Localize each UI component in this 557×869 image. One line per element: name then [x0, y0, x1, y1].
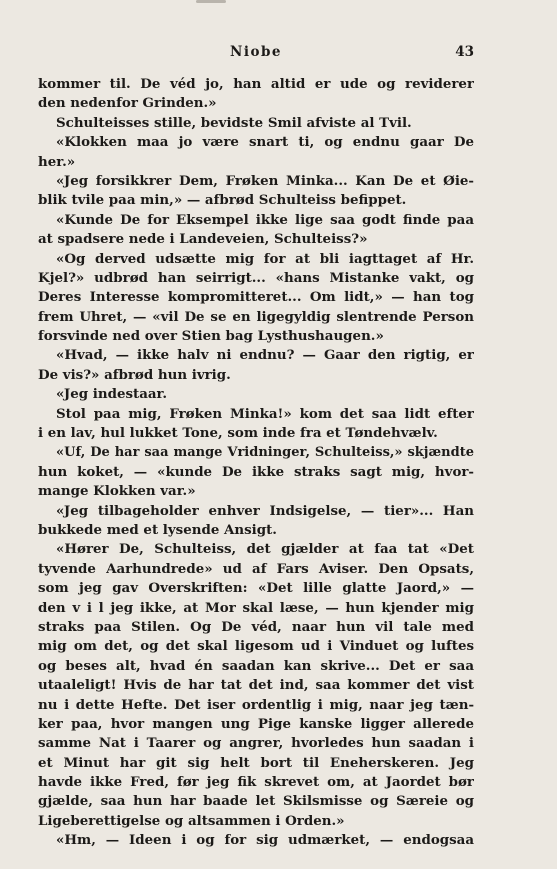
- text-line: gjælde, saa hun har baade let Skilsmisse og Særeie og: [38, 793, 474, 810]
- page-header: [38, 44, 474, 64]
- text-line: samme Nat i Taarer og angrer, hvorledes hun saadan i: [38, 735, 474, 752]
- text-line: Deres Interesse kompromitteret... Om lidt,» — han tog: [38, 289, 474, 306]
- text-line: havde ikke Fred, før jeg fik skrevet om, at Jaordet bør: [38, 774, 474, 791]
- text-line: Kjel?» udbrød han seirrigt... «hans Mistanke vakt, og: [38, 269, 474, 286]
- text-line: «Jeg indestaar.: [56, 386, 168, 403]
- text-line: frem Uhret, — «vil De se en ligegyldig slentrende Person: [38, 308, 474, 325]
- text-line: den v i l jeg ikke, at Mor skal læse, — hun kjender mig: [38, 599, 474, 616]
- text-line: som jeg gav Overskriften: «Det lille glatte Jaord,» —: [38, 580, 474, 597]
- text-line: Stol paa mig, Frøken Minka!» kom det saa lidt efter: [56, 405, 474, 422]
- text-line: Ligeberettigelse og altsammen i Orden.»: [38, 812, 345, 829]
- text-line: utaaleligt! Hvis de har tat det ind, saa kommer det vist: [38, 677, 474, 694]
- text-line: kommer til. De véd jo, han altid er ude og reviderer: [38, 76, 474, 92]
- body-text: [38, 75, 474, 851]
- text-line: at spadsere nede i Landeveien, Schulteiss?»: [38, 231, 368, 248]
- text-line: den nedenfor Grinden.»: [38, 95, 217, 112]
- text-line: mig om det, og det skal ligesom ud i Vinduet og luftes: [38, 638, 474, 655]
- text-line: blik tvile paa min,» — afbrød Schulteiss befippet.: [38, 192, 407, 209]
- text-line: her.»: [38, 153, 76, 170]
- text-line: «Hm, — Ideen i og for sig udmærket, — endogsaa: [56, 832, 474, 849]
- text-line: «Hvad, — ikke halv ni endnu? — Gaar den rigtig, er: [56, 347, 474, 364]
- text-line: bukkede med et lysende Ansigt.: [38, 521, 277, 538]
- text-line: straks paa Stilen. Og De véd, naar hun vil tale med: [38, 618, 474, 635]
- text-line: Schulteisses stille, bevidste Smil afviste al Tvil.: [56, 114, 412, 131]
- page-edge-mark: [196, 0, 226, 3]
- text-line: ker paa, hvor mangen ung Pige kanske ligger allerede: [38, 715, 474, 732]
- text-line: «Jeg forsikkrer Dem, Frøken Minka... Kan De et Øie-: [56, 172, 474, 189]
- text-line: hun koket, — «kunde De ikke straks sagt mig, hvor-: [38, 463, 474, 480]
- text-line: «Hører De, Schulteiss, det gjælder at faa tat «Det: [56, 541, 474, 558]
- text-line: De vis?» afbrød hun ivrig.: [38, 366, 231, 383]
- text-line: et Minut har git sig helt bort til Eneherskeren. Jeg: [38, 754, 474, 771]
- text-line: «Kunde De for Eksempel ikke lige saa godt finde paa: [56, 211, 474, 228]
- running-title: Niobe: [229, 44, 282, 60]
- text-line: tyvende Aarhundrede» ud af Fars Aviser. Den Opsats,: [38, 560, 474, 577]
- page-number: 43: [455, 44, 474, 60]
- text-line: mange Klokken var.»: [38, 483, 196, 500]
- text-line: «Uf, De har saa mange Vridninger, Schulteiss,» skjændte: [56, 445, 474, 461]
- text-line: forsvinde ned over Stien bag Lysthushaugen.»: [38, 328, 384, 345]
- text-line: «Og derved udsætte mig for at bli iagttaget af Hr.: [56, 250, 474, 267]
- text-line: «Jeg tilbageholder enhver Indsigelse, — tier»... Han: [56, 502, 474, 519]
- text-line: og beses alt, hvad én saadan kan skrive... Det er saa: [38, 657, 474, 674]
- text-line: i en lav, hul lukket Tone, som inde fra et Tøndehvælv.: [38, 425, 438, 442]
- text-line: nu i dette Hefte. Det iser ordentlig i mig, naar jeg tæn-: [38, 696, 474, 713]
- text-line: «Klokken maa jo være snart ti, og endnu gaar De: [56, 134, 474, 151]
